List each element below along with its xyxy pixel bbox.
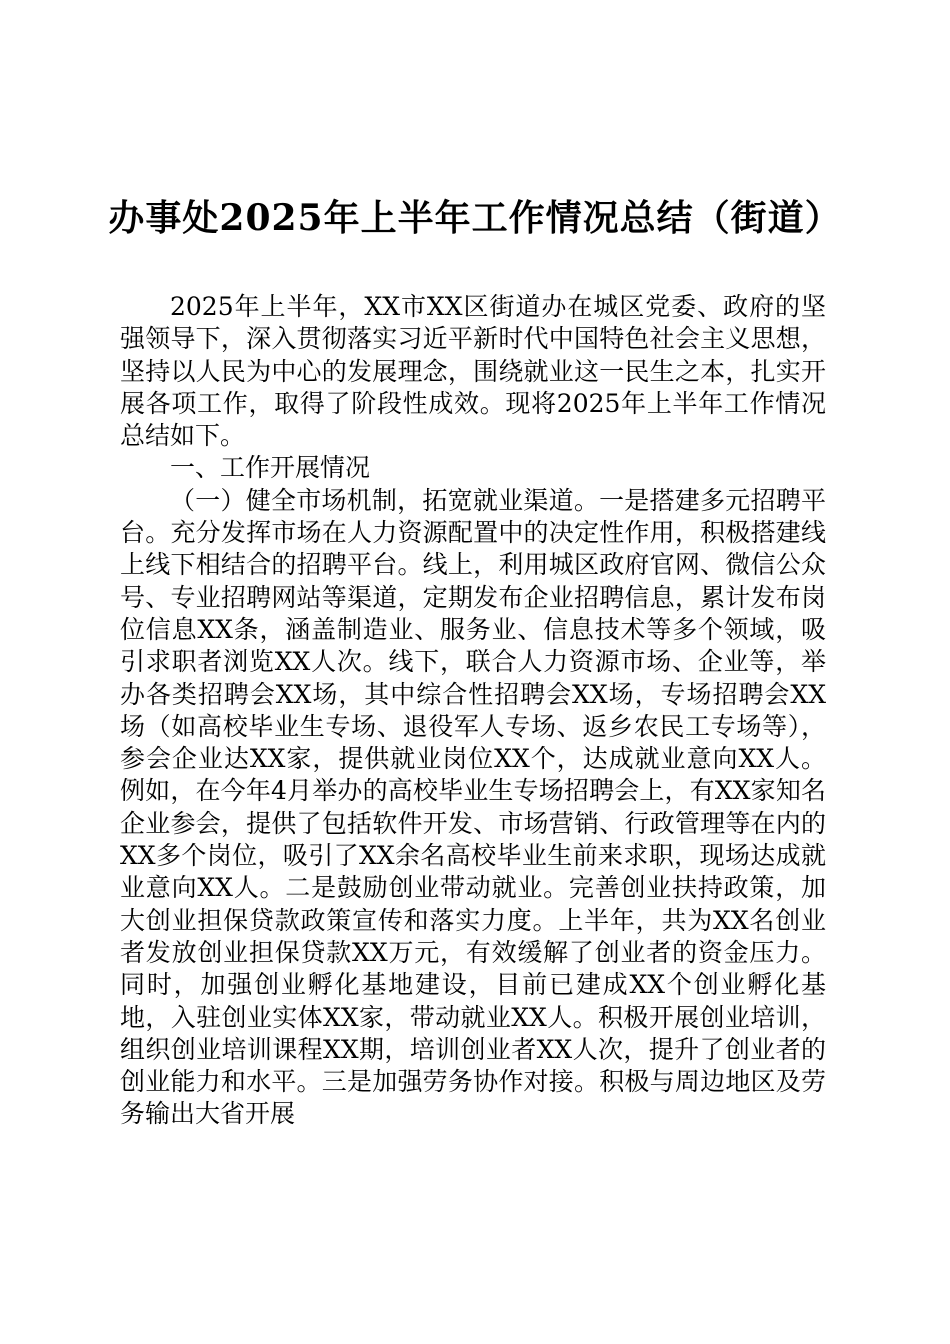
section-heading: 一、工作开展情况 [170, 453, 371, 483]
intro-paragraph: 2025年上半年，XX市XX区街道办在城区党委、政府的坚强领导下，深入贯彻落实习近平新时代中国特色社会主义思想，坚持以人民为中心的发展理念，围绕就业这一民生之本，扎实开展各项工作，取得了阶段性成效。现将2025年上半年工作情况总结如下。 [120, 292, 826, 451]
body-paragraph: （一）健全市场机制，拓宽就业渠道。一是搭建多元招聘平台。充分发挥市场在人力资源配置中的决定性作用，积极搭建线上线下相结合的招聘平台。线上，利用城区政府官网、微信公众号、专业招聘网站等渠道，定期发布企业招聘信息，累计发布岗位信息XX条，涵盖制造业、服务业、信息技术等多个领域，吸引求职者浏览XX人次。线下，联合人力资源市场、企业等，举办各类招聘会XX场，其中综合性招聘会XX场，专场招聘会XX场（如高校毕业生专场、退役军人专场、返乡农民工专场等），参会企业达XX家，提供就业岗位XX个，达成就业意向XX人。例如，在今年4月举办的高校毕业生专场招聘会上，有XX家知名企业参会，提供了包括软件开发、市场营销、行政管理等在内的XX多个岗位，吸引了XX余名高校毕业生前来求职，现场达成就业意向XX人。二是鼓励创业带动就业。完善创业扶持政策，加大创业担保贷款政策宣传和落实力度。上半年，共为XX名创业者发放创业担保贷款XX万元，有效缓解了创业者的资金压力。同时，加强创业孵化基地建设，目前已建成XX个创业孵化基地，入驻创业实体XX家，带动就业XX人。积极开展创业培训，组织创业培训课程XX期，培训创业者XX人次，提升了创业者的创业能力和水平。三是加强劳务协作对接。积极与周边地区及劳务输出大省开展 [120, 485, 826, 1129]
document-body [120, 291, 826, 1131]
document-title: 办事处2025年上半年工作情况总结（街道） [108, 197, 842, 240]
